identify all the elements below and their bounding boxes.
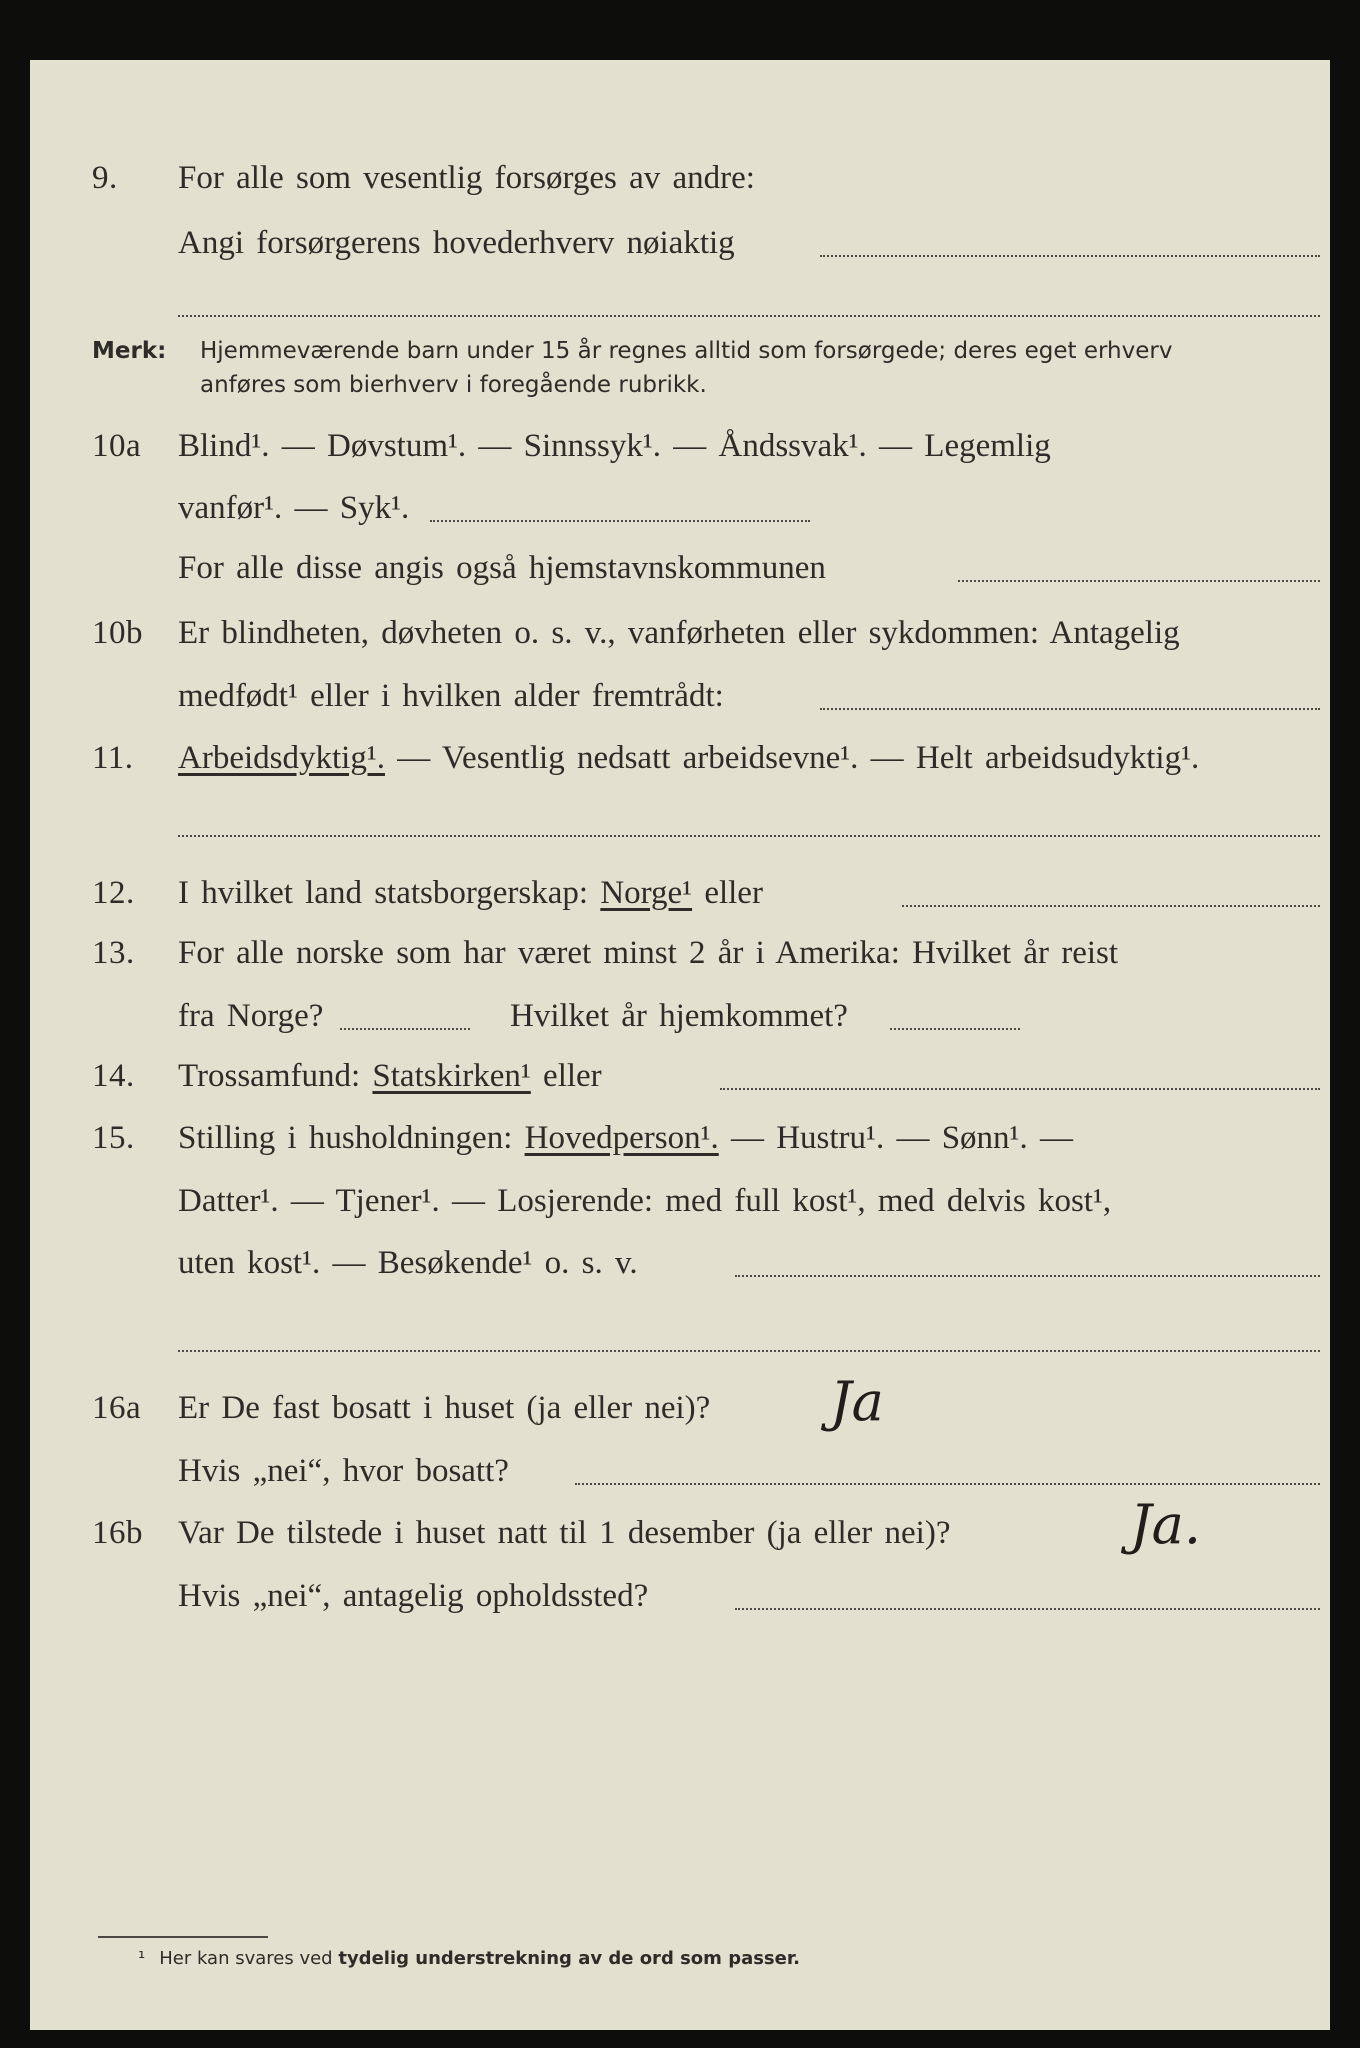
question-15-row xyxy=(30,1120,1330,1170)
question-9-answer-row xyxy=(30,225,1330,275)
question-9-row xyxy=(30,160,1330,210)
question-text: Blind¹. — Døvstum¹. — Sinnssyk¹. — Åndssvak¹. — Legemlig xyxy=(178,428,1051,464)
question-16b-row-2 xyxy=(30,1578,1330,1628)
answer-line[interactable] xyxy=(820,708,1320,710)
question-text: Angi forsørgerens hovederhverv nøiaktig xyxy=(178,225,735,261)
question-number: 10b xyxy=(92,615,143,651)
question-10a-row-3 xyxy=(30,550,1330,600)
question-text: Trossamfund: Statskirken¹ eller xyxy=(178,1058,602,1094)
answer-line[interactable] xyxy=(178,1350,1320,1352)
answer-line[interactable] xyxy=(958,580,1320,582)
answer-line[interactable] xyxy=(820,255,1320,257)
underlined-answer[interactable]: Hovedperson¹. xyxy=(524,1120,719,1156)
question-text: For alle som vesentlig forsørges av andre: xyxy=(178,160,755,196)
question-number: 12. xyxy=(92,875,135,911)
underlined-answer[interactable]: Norge¹ xyxy=(600,875,693,911)
question-text: uten kost¹. — Besøkende¹ o. s. v. xyxy=(178,1245,638,1281)
question-number: 13. xyxy=(92,935,135,971)
question-number: 16b xyxy=(92,1515,143,1551)
underlined-answer[interactable]: Statskirken¹ xyxy=(372,1058,531,1094)
question-text: Er blindheten, døvheten o. s. v., vanførheten eller sykdommen: Antagelig xyxy=(178,615,1180,651)
question-text: Hvis „nei“, hvor bosatt? xyxy=(178,1453,509,1489)
question-13-row xyxy=(30,935,1330,985)
note-text: Hjemmeværende barn under 15 år regnes alltid som forsørgede; deres eget erhverv xyxy=(200,338,1173,364)
note-text: anføres som bierhverv i foregående rubrikk. xyxy=(200,372,707,398)
question-12-row xyxy=(30,875,1330,925)
note-label: Merk: xyxy=(92,338,167,364)
answer-line[interactable] xyxy=(178,835,1320,837)
question-text: Var De tilstede i huset natt til 1 desember (ja eller nei)? xyxy=(178,1515,951,1551)
question-14-row xyxy=(30,1058,1330,1108)
answer-line[interactable] xyxy=(735,1275,1320,1277)
question-text: Stilling i husholdningen: Hovedperson¹. — Hustru¹. — Sønn¹. — xyxy=(178,1120,1073,1156)
question-text: Hvilket år hjemkommet? xyxy=(510,998,848,1034)
question-number: 15. xyxy=(92,1120,135,1156)
census-form-page xyxy=(30,60,1330,2030)
question-number: 10a xyxy=(92,428,142,464)
question-13-row-2 xyxy=(30,998,1330,1048)
question-text: fra Norge? xyxy=(178,998,324,1034)
answer-line[interactable] xyxy=(340,1028,470,1030)
question-text: vanfør¹. — Syk¹. xyxy=(178,490,410,526)
handwritten-answer[interactable]: Ja. xyxy=(1130,1493,1202,1556)
question-11-row xyxy=(30,740,1330,790)
question-15-row-2 xyxy=(30,1183,1330,1233)
question-text: medfødt¹ eller i hvilken alder fremtrådt: xyxy=(178,678,724,714)
question-number: 14. xyxy=(92,1058,135,1094)
question-text: Er De fast bosatt i huset (ja eller nei)? xyxy=(178,1390,711,1426)
answer-line[interactable] xyxy=(430,520,810,522)
question-10b-row-2 xyxy=(30,678,1330,728)
question-text: Arbeidsdyktig¹. — Vesentlig nedsatt arbeidsevne¹. — Helt arbeidsudyktig¹. xyxy=(178,740,1200,776)
handwritten-answer[interactable]: Ja xyxy=(830,1370,884,1433)
answer-line[interactable] xyxy=(575,1483,1320,1485)
footnote: ¹ Her kan svares ved tydelig understrekning av de ord som passer. xyxy=(138,1948,801,1969)
answer-line[interactable] xyxy=(178,315,1320,317)
question-15-row-3 xyxy=(30,1245,1330,1295)
answer-line[interactable] xyxy=(720,1088,1320,1090)
question-10b-row xyxy=(30,615,1330,665)
question-text: For alle norske som har været minst 2 år i Amerika: Hvilket år reist xyxy=(178,935,1119,971)
question-number: 16a xyxy=(92,1390,142,1426)
note-row-2 xyxy=(30,372,1330,422)
footnote-rule xyxy=(98,1936,268,1938)
question-number: 9. xyxy=(92,160,118,196)
answer-line[interactable] xyxy=(735,1608,1320,1610)
question-text: Hvis „nei“, antagelig opholdssted? xyxy=(178,1578,649,1614)
answer-line[interactable] xyxy=(890,1028,1020,1030)
question-10a-row xyxy=(30,428,1330,478)
question-text: For alle disse angis også hjemstavnskommunen xyxy=(178,550,826,586)
question-text: I hvilket land statsborgerskap: Norge¹ eller xyxy=(178,875,763,911)
question-10a-row-2 xyxy=(30,490,1330,540)
question-text: Datter¹. — Tjener¹. — Losjerende: med full kost¹, med delvis kost¹, xyxy=(178,1183,1112,1219)
answer-line[interactable] xyxy=(902,905,1320,907)
underlined-answer[interactable]: Arbeidsdyktig¹. xyxy=(178,740,385,776)
question-number: 11. xyxy=(92,740,134,776)
question-16b-row xyxy=(30,1493,1330,1565)
question-16a-row xyxy=(30,1370,1330,1440)
